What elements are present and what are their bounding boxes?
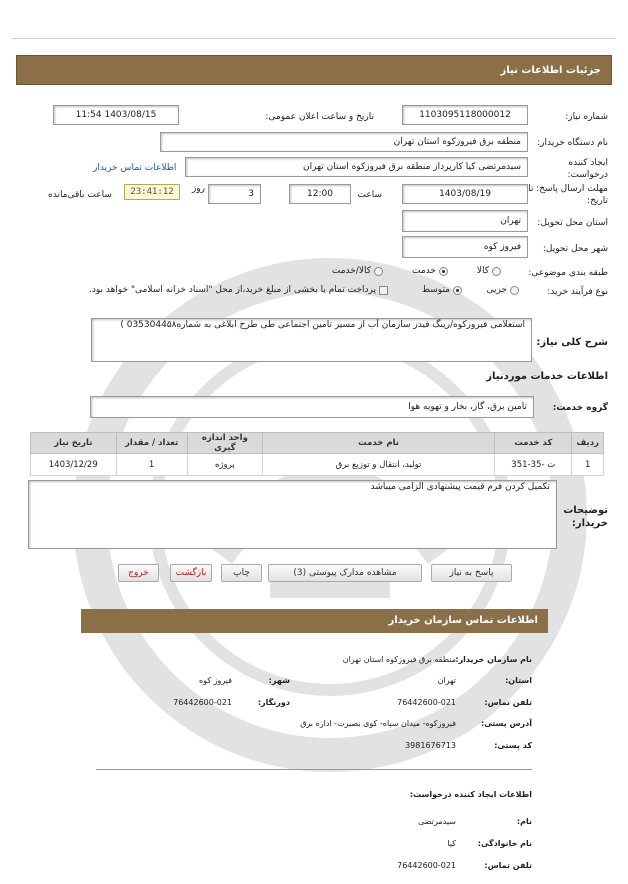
contact-divider xyxy=(96,769,532,770)
radio-both[interactable] xyxy=(374,267,383,276)
col-code: کد خدمت xyxy=(495,433,572,454)
contact-address-label: آدرس پستی: xyxy=(481,719,532,728)
table-header-row xyxy=(31,433,604,454)
city-label: شهر محل تحویل: xyxy=(542,244,608,254)
back-button[interactable]: بازگشت xyxy=(170,564,212,582)
province-label: استان محل تحویل: xyxy=(537,218,608,228)
contact-phone-value: 76442600-021 xyxy=(397,698,456,707)
cell-name: تولید، انتقال و توزیع برق xyxy=(262,454,494,476)
creator-last-name-value: کیا xyxy=(447,839,456,848)
buyer-notes-field[interactable]: تکمیل کردن فرم قیمت پیشنهادی الزامی میباشد xyxy=(28,480,557,549)
page-header xyxy=(16,55,612,85)
category-both-text: کالا/خدمت xyxy=(331,266,371,276)
contact-city-value: فیروز کوه xyxy=(198,676,232,685)
need-number-field[interactable]: 1103095118000012 xyxy=(402,105,528,125)
services-section-title: اطلاعات خدمات موردنیاز xyxy=(486,371,608,382)
days-label: روز xyxy=(191,184,205,194)
payment-note: پرداخت تمام یا بخشی از مبلغ خرید،از محل "اسناد خزانه اسلامی" خواهد بود. xyxy=(88,285,376,295)
treasury-payment-option[interactable] xyxy=(89,285,388,295)
category-option-both[interactable] xyxy=(332,266,383,276)
time-label: ساعت xyxy=(357,190,382,200)
announce-label: تاریخ و ساعت اعلان عمومی: xyxy=(265,112,374,122)
contact-postal-label: کد پستی: xyxy=(494,741,532,750)
radio-medium[interactable] xyxy=(453,286,462,295)
category-goods-text: کالا xyxy=(476,266,489,276)
cell-code: ت -35-351 xyxy=(495,454,572,476)
process-minor-text: جزیی xyxy=(486,285,507,295)
contact-address-value: فیروزکوه- میدان سپاه- کوی بصیرت- اداره برق xyxy=(300,719,456,728)
radio-service[interactable] xyxy=(439,267,448,276)
attachments-button[interactable]: مشاهده مدارک پیوستی (3) xyxy=(268,564,422,582)
print-button[interactable]: چاپ xyxy=(221,564,262,582)
days-field[interactable]: 3 xyxy=(208,184,261,204)
contact-fax-value: 76442600-021 xyxy=(173,698,232,707)
col-unit: واحد اندازه گیری xyxy=(187,433,262,454)
services-table xyxy=(30,432,604,476)
radio-goods[interactable] xyxy=(492,267,501,276)
col-qty: تعداد / مقدار xyxy=(116,433,187,454)
service-group-label: گروه خدمت: xyxy=(552,403,608,413)
col-row: ردیف xyxy=(572,433,604,454)
contact-info-link[interactable]: اطلاعات تماس خریدار xyxy=(93,163,177,173)
contact-org-value: منطقه برق فیروزکوه استان تهران xyxy=(342,655,456,664)
cell-qty: 1 xyxy=(116,454,187,476)
treasury-checkbox[interactable] xyxy=(379,286,388,295)
exit-button[interactable]: خروج xyxy=(118,564,159,582)
cell-date: 1403/12/29 xyxy=(31,454,117,476)
page-title: جزئیات اطلاعات نیاز xyxy=(500,65,601,76)
category-option-goods[interactable] xyxy=(477,266,501,276)
contact-org-label: نام سازمان خریدار: xyxy=(455,655,532,664)
contact-fax-label: دورنگار: xyxy=(257,698,290,707)
creator-last-name-label: نام خانوادگی: xyxy=(477,839,532,848)
service-group-field[interactable]: تامین برق، گاز، بخار و تهویه هوا xyxy=(90,396,534,418)
buyer-org-field[interactable]: منطقه برق فیروزکوه استان تهران xyxy=(160,132,528,152)
reply-button[interactable]: پاسخ به نیاز xyxy=(431,564,512,582)
buyer-org-label: نام دستگاه خریدار: xyxy=(537,138,608,148)
radio-minor[interactable] xyxy=(510,286,519,295)
cell-row: 1 xyxy=(572,454,604,476)
creator-first-name-label: نام: xyxy=(516,817,532,826)
top-divider xyxy=(12,38,616,39)
category-option-service[interactable] xyxy=(412,266,448,276)
announce-field[interactable]: 1403/08/15 11:54 xyxy=(53,105,179,125)
remaining-timer: 23:41:12 xyxy=(124,184,180,200)
keywords-field[interactable]: استعلامی فیروزکوه/رینگ فیدر سازمان آب از مسیر تامین اجتماعی طی طرح ابلاغی به شماره0353044۵۸ ) xyxy=(91,318,532,362)
col-date: تاریخ نیاز xyxy=(31,433,117,454)
contact-province-value: تهران xyxy=(437,676,456,685)
category-label: طبقه بندی موضوعی: xyxy=(528,268,608,278)
deadline-date-field[interactable]: 1403/08/19 xyxy=(402,184,528,204)
category-service-text: خدمت xyxy=(412,266,436,276)
contact-section-title: اطلاعات تماس سازمان خریدار xyxy=(388,615,538,626)
contact-city-label: شهر: xyxy=(268,676,290,685)
contact-postal-value: 3981676713 xyxy=(405,741,456,750)
deadline-label: مهلت ارسال پاسخ: تا تاریخ: xyxy=(528,184,608,206)
creator-phone-label: تلفن تماس: xyxy=(484,861,532,870)
contact-phone-label: تلفن تماس: xyxy=(484,698,532,707)
creator-phone-value: 76442600-021 xyxy=(397,861,456,870)
process-option-medium[interactable] xyxy=(422,285,462,295)
process-label: نوع فرآیند خرید: xyxy=(547,287,608,297)
deadline-time-field[interactable]: 12:00 xyxy=(289,184,351,204)
province-field[interactable]: تهران xyxy=(402,210,528,232)
creator-info-title: اطلاعات ایجاد کننده درخواست: xyxy=(409,790,532,799)
city-field[interactable]: فیروز کوه xyxy=(402,236,528,258)
need-number-label: شماره نیاز: xyxy=(565,112,608,122)
cell-unit: پروژه xyxy=(187,454,262,476)
remaining-label: ساعت باقی‌مانده xyxy=(48,190,112,200)
keywords-label: شرح کلی نیاز: xyxy=(536,337,608,348)
creator-first-name-value: سیدمرتضی xyxy=(418,817,456,826)
process-option-minor[interactable] xyxy=(486,285,519,295)
col-name: نام خدمت xyxy=(262,433,494,454)
contact-province-label: استان: xyxy=(505,676,532,685)
contact-section-header xyxy=(81,609,548,633)
creator-field[interactable]: سیدمرتضی کیا کارپرداز منطقه برق فیروزکوه استان تهران xyxy=(185,157,528,177)
creator-label: ایجاد کننده درخواست: xyxy=(567,158,608,180)
buyer-notes-label: توضیحات خریدار: xyxy=(563,505,608,529)
process-medium-text: متوسط xyxy=(421,285,450,295)
table-row[interactable] xyxy=(31,454,604,476)
